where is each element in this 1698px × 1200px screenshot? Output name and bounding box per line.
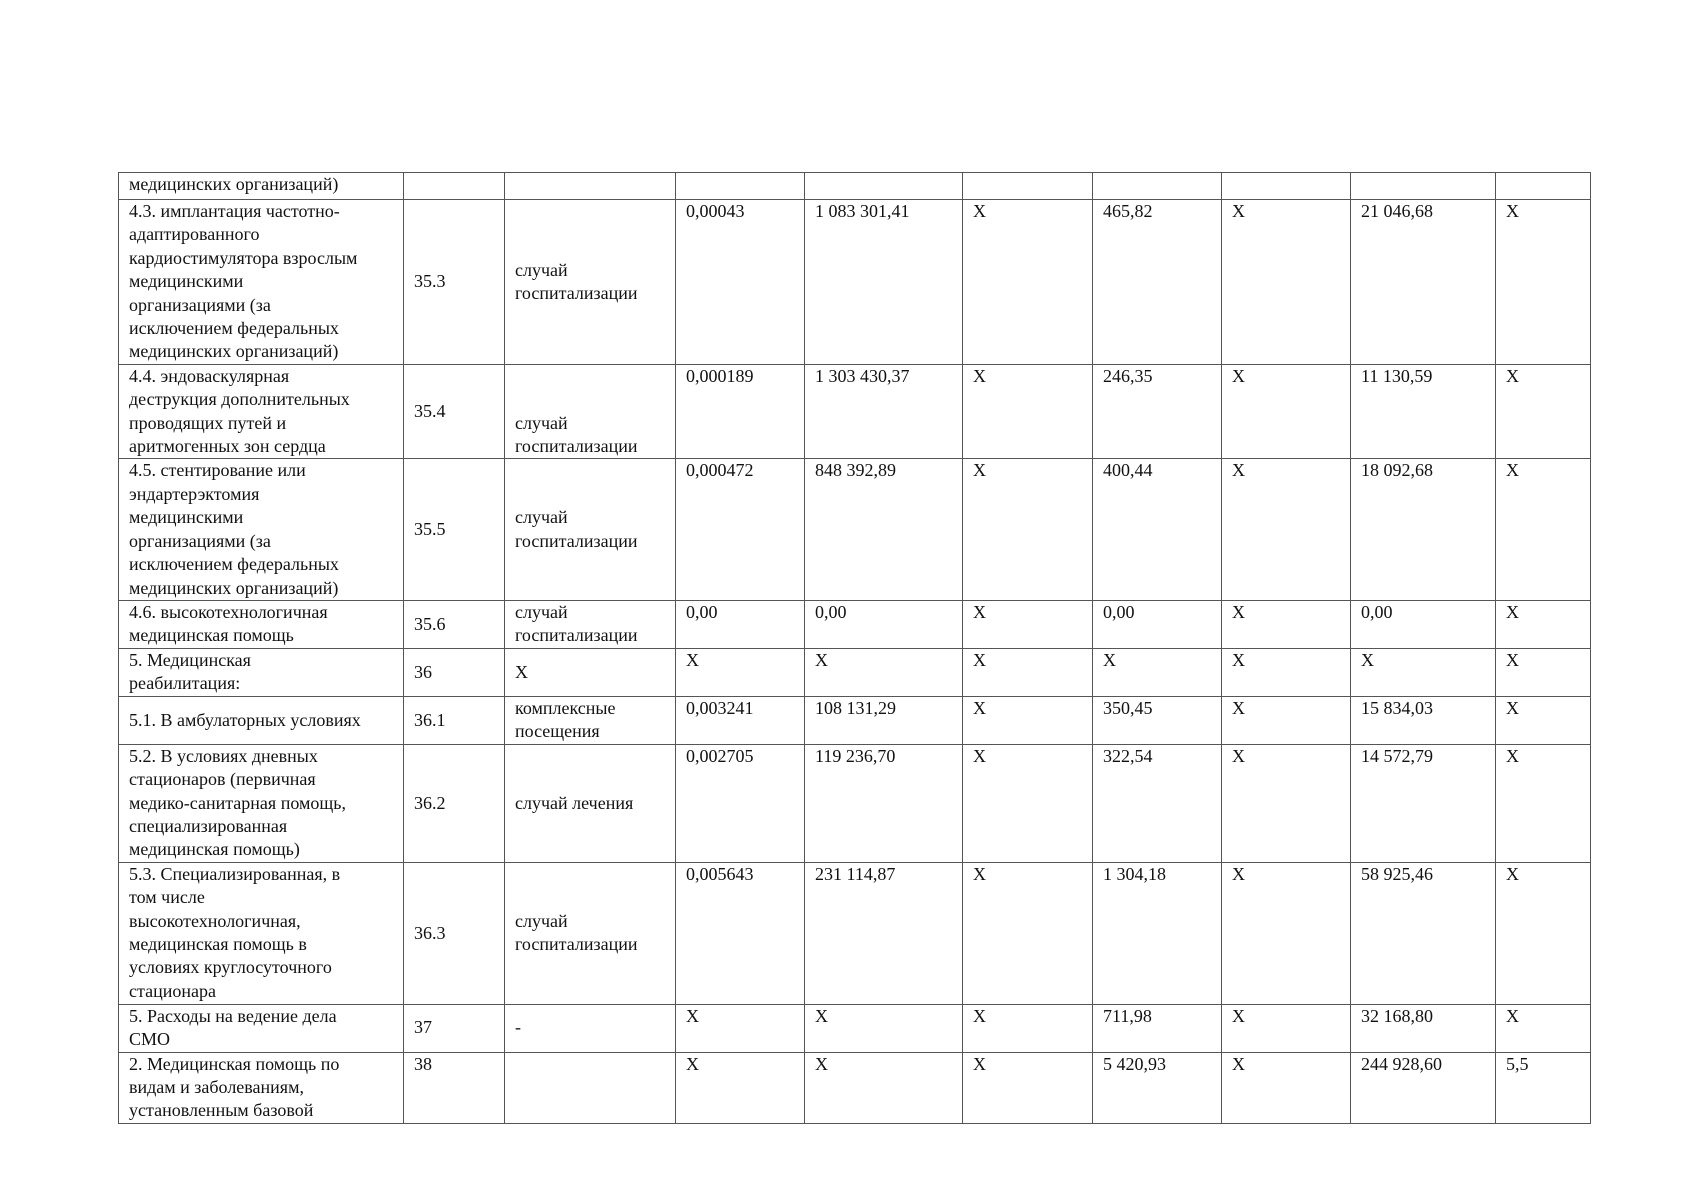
table-cell: 244 928,60: [1351, 1052, 1496, 1123]
table-cell: Х: [805, 648, 963, 696]
table-cell: Х: [1093, 648, 1222, 696]
table-cell: Х: [805, 1052, 963, 1123]
table-cell: 0,002705: [676, 744, 805, 862]
table-cell: 11 130,59: [1351, 364, 1496, 459]
table-cell: 18 092,68: [1351, 459, 1496, 600]
table-row: [119, 200, 1591, 365]
table-cell: 5,5: [1496, 1052, 1591, 1123]
row-number: 36.2: [404, 744, 505, 862]
row-unit: случай госпитализации: [505, 862, 676, 1004]
table-cell: 350,45: [1093, 696, 1222, 744]
row-number: 36: [404, 648, 505, 696]
table-cell: Х: [1351, 648, 1496, 696]
table-cell: 0,00043: [676, 200, 805, 365]
row-unit: случай госпитализации: [505, 364, 676, 459]
row-unit: случай госпитализации: [505, 459, 676, 600]
table-cell: Х: [1496, 648, 1591, 696]
table-cell: 0,005643: [676, 862, 805, 1004]
table-row: [119, 173, 1591, 200]
table-cell: 400,44: [1093, 459, 1222, 600]
row-number: 35.5: [404, 459, 505, 600]
table-cell: Х: [963, 600, 1093, 648]
row-unit: случай госпитализации: [505, 600, 676, 648]
row-unit: комплексные посещения: [505, 696, 676, 744]
table-cell: 1 083 301,41: [805, 200, 963, 365]
table-cell: Х: [963, 459, 1093, 600]
table-cell: Х: [963, 648, 1093, 696]
table-row: [119, 696, 1591, 744]
row-unit: случай госпитализации: [505, 200, 676, 365]
table-cell: Х: [963, 200, 1093, 365]
row-number: 38: [404, 1052, 505, 1123]
row-number: 36.3: [404, 862, 505, 1004]
table-cell: Х: [1222, 648, 1351, 696]
table-cell: 0,00: [1351, 600, 1496, 648]
table-row: [119, 862, 1591, 1004]
table-cell: 231 114,87: [805, 862, 963, 1004]
table-cell: 246,35: [1093, 364, 1222, 459]
table-cell: Х: [805, 1004, 963, 1052]
table-cell: 0,000189: [676, 364, 805, 459]
table-cell: Х: [963, 1052, 1093, 1123]
row-name: 5.3. Специализированная, в том числе высокотехнологичная, медицинская помощь в условиях круглосуточного стационара: [119, 862, 404, 1004]
table-cell: Х: [1496, 696, 1591, 744]
table-row: [119, 600, 1591, 648]
row-number: 36.1: [404, 696, 505, 744]
table-row: [119, 459, 1591, 600]
data-table: [118, 172, 1591, 1124]
table-cell: 58 925,46: [1351, 862, 1496, 1004]
table-cell: [805, 173, 963, 200]
table-cell: Х: [1222, 1052, 1351, 1123]
table-cell: Х: [1222, 744, 1351, 862]
table-cell: 5 420,93: [1093, 1052, 1222, 1123]
table-cell: Х: [963, 862, 1093, 1004]
table-cell: [676, 173, 805, 200]
table-cell: 848 392,89: [805, 459, 963, 600]
table-cell: [1222, 173, 1351, 200]
row-name: 5. Расходы на ведение дела СМО: [119, 1004, 404, 1052]
table-cell: 711,98: [1093, 1004, 1222, 1052]
table-cell: 21 046,68: [1351, 200, 1496, 365]
row-name: 4.5. стентирование или эндартерэктомия медицинскими организациями (за исключением федеральных медицинских организаций): [119, 459, 404, 600]
table-cell: 15 834,03: [1351, 696, 1496, 744]
table-cell: Х: [1222, 600, 1351, 648]
table-cell: 322,54: [1093, 744, 1222, 862]
row-name: 2. Медицинская помощь по видам и заболеваниям, установленным базовой: [119, 1052, 404, 1123]
row-name: 5.1. В амбулаторных условиях: [119, 696, 404, 744]
table-cell: 0,00: [1093, 600, 1222, 648]
table-cell: Х: [1496, 744, 1591, 862]
row-number: 37: [404, 1004, 505, 1052]
table-cell: 108 131,29: [805, 696, 963, 744]
table-cell: Х: [963, 364, 1093, 459]
table-cell: [1351, 173, 1496, 200]
table-cell: Х: [1496, 200, 1591, 365]
row-unit: [505, 1052, 676, 1123]
row-number: 35.3: [404, 200, 505, 365]
row-number: 35.6: [404, 600, 505, 648]
table-cell: 0,00: [676, 600, 805, 648]
table-cell: Х: [1496, 600, 1591, 648]
table-cell: Х: [1222, 200, 1351, 365]
table-row: [119, 364, 1591, 459]
table-cell: 32 168,80: [1351, 1004, 1496, 1052]
table-row: [119, 1052, 1591, 1123]
row-name: 5.2. В условиях дневных стационаров (первичная медико-санитарная помощь, специализированная медицинская помощь): [119, 744, 404, 862]
table-cell: Х: [963, 696, 1093, 744]
row-name: 4.4. эндоваскулярная деструкция дополнительных проводящих путей и аритмогенных зон сердца: [119, 364, 404, 459]
row-number: 35.4: [404, 364, 505, 459]
table-cell: Х: [1222, 459, 1351, 600]
table-row: [119, 744, 1591, 862]
row-name: 4.3. имплантация частотно- адаптированного кардиостимулятора взрослым медицинскими организациями (за исключением федеральных медицинских организаций): [119, 200, 404, 365]
table-cell: [963, 173, 1093, 200]
table-cell: Х: [676, 1004, 805, 1052]
table-cell: Х: [1496, 459, 1591, 600]
table-cell: Х: [963, 744, 1093, 862]
table-cell: Х: [676, 648, 805, 696]
row-number: [404, 173, 505, 200]
table-cell: Х: [1496, 862, 1591, 1004]
table-cell: Х: [963, 1004, 1093, 1052]
table-cell: Х: [1222, 364, 1351, 459]
table-cell: Х: [1222, 862, 1351, 1004]
table-cell: 0,00: [805, 600, 963, 648]
table-cell: Х: [1222, 1004, 1351, 1052]
row-unit: Х: [505, 648, 676, 696]
table-cell: Х: [1496, 1004, 1591, 1052]
table-cell: [1093, 173, 1222, 200]
row-name: 5. Медицинская реабилитация:: [119, 648, 404, 696]
table-cell: 1 304,18: [1093, 862, 1222, 1004]
table-cell: [1496, 173, 1591, 200]
table-cell: Х: [1222, 696, 1351, 744]
table-cell: 14 572,79: [1351, 744, 1496, 862]
table-row: [119, 1004, 1591, 1052]
row-unit: -: [505, 1004, 676, 1052]
table-cell: 0,000472: [676, 459, 805, 600]
table-cell: 465,82: [1093, 200, 1222, 365]
table-cell: 119 236,70: [805, 744, 963, 862]
row-name: медицинских организаций): [119, 173, 404, 200]
table-cell: Х: [676, 1052, 805, 1123]
row-unit: случай лечения: [505, 744, 676, 862]
row-unit: [505, 173, 676, 200]
row-name: 4.6. высокотехнологичная медицинская помощь: [119, 600, 404, 648]
table-cell: 1 303 430,37: [805, 364, 963, 459]
table-cell: 0,003241: [676, 696, 805, 744]
table-row: [119, 648, 1591, 696]
table-cell: Х: [1496, 364, 1591, 459]
